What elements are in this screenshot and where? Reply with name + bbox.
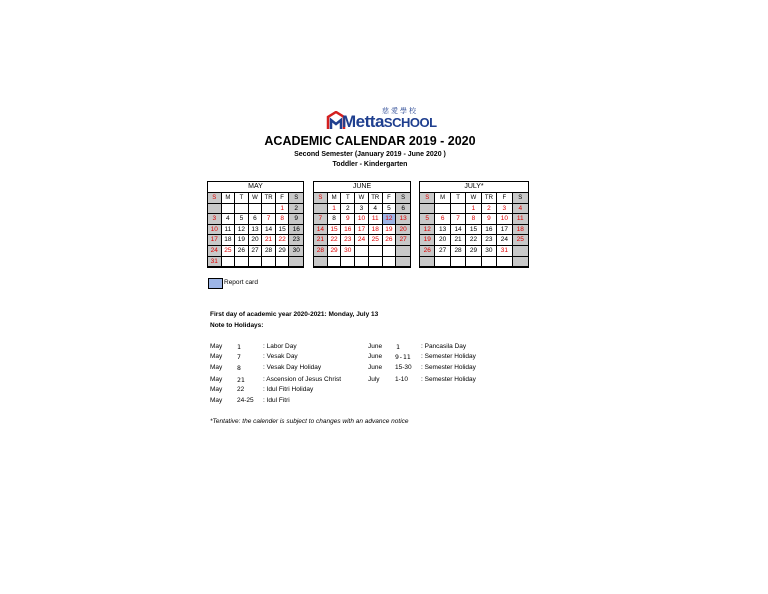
calendar-day: 10 <box>208 225 222 236</box>
calendar-day: 5 <box>420 214 435 225</box>
calendar-day: 2 <box>289 204 303 215</box>
calendar-day: 7 <box>314 214 328 225</box>
calendar-empty-cell <box>235 204 249 215</box>
day-header: S <box>420 193 435 204</box>
holiday-desc: : Pancasila Day <box>421 343 467 350</box>
first-day-text: First day of academic year 2020-2021: Monday, July 13 <box>210 311 379 318</box>
day-header: S <box>208 193 222 204</box>
calendar-day: 3 <box>497 204 512 215</box>
calendar-day: 11 <box>369 214 383 225</box>
calendar-day: 27 <box>249 246 263 257</box>
calendar-day: 2 <box>341 204 355 215</box>
calendar-day: 26 <box>235 246 249 257</box>
holiday-note-heading: Note to Holidays: <box>210 322 264 329</box>
logo-brand: Metta <box>342 112 384 131</box>
holiday-day: 7 <box>237 353 241 361</box>
calendar-empty-cell <box>466 257 481 268</box>
calendar-day: 17 <box>355 225 369 236</box>
calendar-day: 18 <box>369 225 383 236</box>
calendar-empty-cell <box>420 204 435 215</box>
calendar-empty-cell <box>262 204 276 215</box>
holiday-day: 21 <box>237 376 245 384</box>
holiday-desc: : Vesak Day Holiday <box>263 364 322 371</box>
holiday-day: 9-11 <box>395 353 411 361</box>
calendar-empty-cell <box>222 204 236 215</box>
calendar-day: 9 <box>289 214 303 225</box>
calendar-day: 26 <box>383 235 397 246</box>
day-header: TR <box>369 193 383 204</box>
day-header: M <box>328 193 342 204</box>
calendar-day: 28 <box>451 246 466 257</box>
calendar-june <box>313 181 411 268</box>
calendar-day: 20 <box>249 235 263 246</box>
calendar-day: 23 <box>482 235 497 246</box>
calendar-day: 25 <box>513 235 528 246</box>
holiday-day: 22 <box>237 386 245 393</box>
day-header: S <box>513 193 528 204</box>
calendar-day: 15 <box>276 225 290 236</box>
calendar-day: 19 <box>235 235 249 246</box>
calendar-month-name: MAY <box>208 182 303 193</box>
holiday-month: May <box>210 376 223 383</box>
calendar-empty-cell <box>222 257 236 268</box>
calendar-day: 11 <box>222 225 236 236</box>
holiday-month: June <box>368 353 383 360</box>
school-logo <box>326 108 437 132</box>
calendar-day: 10 <box>497 214 512 225</box>
calendar-day: 12 <box>235 225 249 236</box>
holiday-desc: : Semester Holiday <box>421 376 476 383</box>
calendar-day: 11 <box>513 214 528 225</box>
calendar-day: 2 <box>482 204 497 215</box>
holiday-desc: : Idul Fitri <box>263 397 290 404</box>
calendar-day: 22 <box>328 235 342 246</box>
day-header: TR <box>262 193 276 204</box>
calendar-day: 1 <box>276 204 290 215</box>
calendar-empty-cell <box>355 246 369 257</box>
calendar-day: 25 <box>369 235 383 246</box>
calendar-day: 20 <box>396 225 410 236</box>
calendar-day: 29 <box>328 246 342 257</box>
calendar-empty-cell <box>276 257 290 268</box>
calendar-empty-cell <box>435 204 450 215</box>
day-header: W <box>466 193 481 204</box>
calendar-empty-cell <box>482 257 497 268</box>
calendar-day: 4 <box>369 204 383 215</box>
day-header: S <box>396 193 410 204</box>
calendar-day: 8 <box>466 214 481 225</box>
day-header: W <box>355 193 369 204</box>
calendar-day: 30 <box>341 246 355 257</box>
calendar-day: 3 <box>208 214 222 225</box>
calendar-day: 6 <box>435 214 450 225</box>
calendar-day: 9 <box>341 214 355 225</box>
holiday-month: May <box>210 397 223 404</box>
calendar-empty-cell <box>289 257 303 268</box>
holiday-day: 1 <box>396 343 400 351</box>
calendar-day: 10 <box>355 214 369 225</box>
calendar-day: 16 <box>341 225 355 236</box>
calendar-day: 4 <box>222 214 236 225</box>
calendar-empty-cell <box>435 257 450 268</box>
day-header: T <box>451 193 466 204</box>
calendar-day: 25 <box>222 246 236 257</box>
holiday-month: July <box>368 376 380 383</box>
calendar-day: 8 <box>328 214 342 225</box>
logo-wordmark <box>342 112 437 132</box>
calendar-day: 21 <box>262 235 276 246</box>
calendar-day: 15 <box>328 225 342 236</box>
calendar-empty-cell <box>369 246 383 257</box>
calendar-day: 6 <box>249 214 263 225</box>
holiday-day: 24-25 <box>237 397 254 404</box>
page-subtitle-level: Toddler - Kindergarten <box>332 161 408 168</box>
calendar-empty-cell <box>249 257 263 268</box>
calendar-day: 15 <box>466 225 481 236</box>
calendar-grid <box>420 193 528 267</box>
calendar-empty-cell <box>208 204 222 215</box>
day-header: S <box>289 193 303 204</box>
calendar-empty-cell <box>451 204 466 215</box>
day-header: F <box>276 193 290 204</box>
day-header: TR <box>482 193 497 204</box>
calendar-day: 28 <box>314 246 328 257</box>
calendar-day: 9 <box>482 214 497 225</box>
calendar-day: 30 <box>482 246 497 257</box>
holiday-desc: : Semester Holiday <box>421 364 476 371</box>
calendar-day: 7 <box>262 214 276 225</box>
calendar-may <box>207 181 304 268</box>
logo-brand-suffix: SCHOOL <box>383 115 437 130</box>
day-header: M <box>222 193 236 204</box>
calendar-day: 5 <box>235 214 249 225</box>
calendar-day: 18 <box>222 235 236 246</box>
holiday-desc: : Ascension of Jesus Christ <box>263 376 342 383</box>
calendar-day: 1 <box>466 204 481 215</box>
calendar-day: 19 <box>383 225 397 236</box>
calendar-day: 24 <box>208 246 222 257</box>
calendar-day: 21 <box>451 235 466 246</box>
calendar-july <box>419 181 529 268</box>
day-header: F <box>383 193 397 204</box>
holiday-month: June <box>368 364 383 371</box>
calendar-day: 31 <box>208 257 222 268</box>
calendar-day: 20 <box>435 235 450 246</box>
calendar-day: 29 <box>466 246 481 257</box>
calendar-day: 13 <box>435 225 450 236</box>
page-subtitle: Second Semester (January 2019 - June 2020 ) <box>294 151 446 158</box>
calendar-day: 27 <box>435 246 450 257</box>
calendar-day: 16 <box>482 225 497 236</box>
calendar-day: 14 <box>314 225 328 236</box>
calendar-day: 8 <box>276 214 290 225</box>
holiday-desc: : Labor Day <box>263 343 297 350</box>
calendar-day: 6 <box>396 204 410 215</box>
calendar-empty-cell <box>383 257 397 268</box>
day-header: T <box>341 193 355 204</box>
calendar-day: 14 <box>451 225 466 236</box>
calendar-empty-cell <box>451 257 466 268</box>
calendar-day: 5 <box>383 204 397 215</box>
legend-label: Report card <box>224 279 258 286</box>
calendar-day: 3 <box>355 204 369 215</box>
day-header: S <box>314 193 328 204</box>
calendar-day: 14 <box>262 225 276 236</box>
calendar-day: 13 <box>396 214 410 225</box>
calendar-grid <box>314 193 410 267</box>
calendar-empty-cell <box>249 204 263 215</box>
calendar-day: 23 <box>341 235 355 246</box>
calendar-day: 17 <box>208 235 222 246</box>
calendar-day: 13 <box>249 225 263 236</box>
calendar-day: 23 <box>289 235 303 246</box>
calendar-empty-cell <box>420 257 435 268</box>
calendar-empty-cell <box>341 257 355 268</box>
holiday-month: May <box>210 386 223 393</box>
calendar-day: 30 <box>289 246 303 257</box>
day-header: F <box>497 193 512 204</box>
calendar-empty-cell <box>314 257 328 268</box>
calendar-month-name: JULY* <box>420 182 528 193</box>
holiday-month: May <box>210 343 223 350</box>
holiday-desc: : Semester Holiday <box>421 353 476 360</box>
calendar-empty-cell <box>497 257 512 268</box>
calendar-day: 31 <box>497 246 512 257</box>
holiday-month: May <box>210 364 223 371</box>
calendar-empty-cell <box>513 257 528 268</box>
page-title: ACADEMIC CALENDAR 2019 - 2020 <box>264 134 476 148</box>
day-header: T <box>235 193 249 204</box>
calendar-day: 17 <box>497 225 512 236</box>
calendar-day: 7 <box>451 214 466 225</box>
calendar-day: 22 <box>276 235 290 246</box>
calendar-grid <box>208 193 303 267</box>
footnote: *Tentative: the calender is subject to changes with an advance notice <box>210 418 409 425</box>
calendar-day: 22 <box>466 235 481 246</box>
calendar-day: 27 <box>396 235 410 246</box>
calendar-day: 12 <box>383 214 397 225</box>
calendar-day: 28 <box>262 246 276 257</box>
calendar-day: 4 <box>513 204 528 215</box>
calendar-empty-cell <box>235 257 249 268</box>
calendar-day: 24 <box>355 235 369 246</box>
holiday-month: June <box>368 343 383 350</box>
calendar-empty-cell <box>328 257 342 268</box>
calendar-day: 12 <box>420 225 435 236</box>
holiday-desc: : Vesak Day <box>263 353 298 360</box>
holiday-desc: : Idul Fitri Holiday <box>263 386 314 393</box>
holiday-day: 1 <box>237 343 241 351</box>
report-card-swatch <box>208 278 223 289</box>
calendar-day: 24 <box>497 235 512 246</box>
calendar-month-name: JUNE <box>314 182 410 193</box>
day-header: M <box>435 193 450 204</box>
holiday-day: 1-10 <box>395 376 409 383</box>
holiday-month: May <box>210 353 223 360</box>
day-header: W <box>249 193 263 204</box>
calendar-day: 1 <box>328 204 342 215</box>
calendar-empty-cell <box>513 246 528 257</box>
calendar-day: 19 <box>420 235 435 246</box>
logo-cjk-text: 慈愛學校 <box>382 108 418 115</box>
calendar-empty-cell <box>369 257 383 268</box>
calendar-empty-cell <box>396 257 410 268</box>
calendar-day: 29 <box>276 246 290 257</box>
calendar-empty-cell <box>396 246 410 257</box>
calendar-empty-cell <box>262 257 276 268</box>
calendar-day: 16 <box>289 225 303 236</box>
calendar-day: 21 <box>314 235 328 246</box>
calendar-empty-cell <box>314 204 328 215</box>
calendar-day: 18 <box>513 225 528 236</box>
holiday-day: 15-30 <box>395 364 412 371</box>
calendar-empty-cell <box>355 257 369 268</box>
calendar-day: 26 <box>420 246 435 257</box>
holiday-day: 8 <box>237 364 241 372</box>
calendar-empty-cell <box>383 246 397 257</box>
